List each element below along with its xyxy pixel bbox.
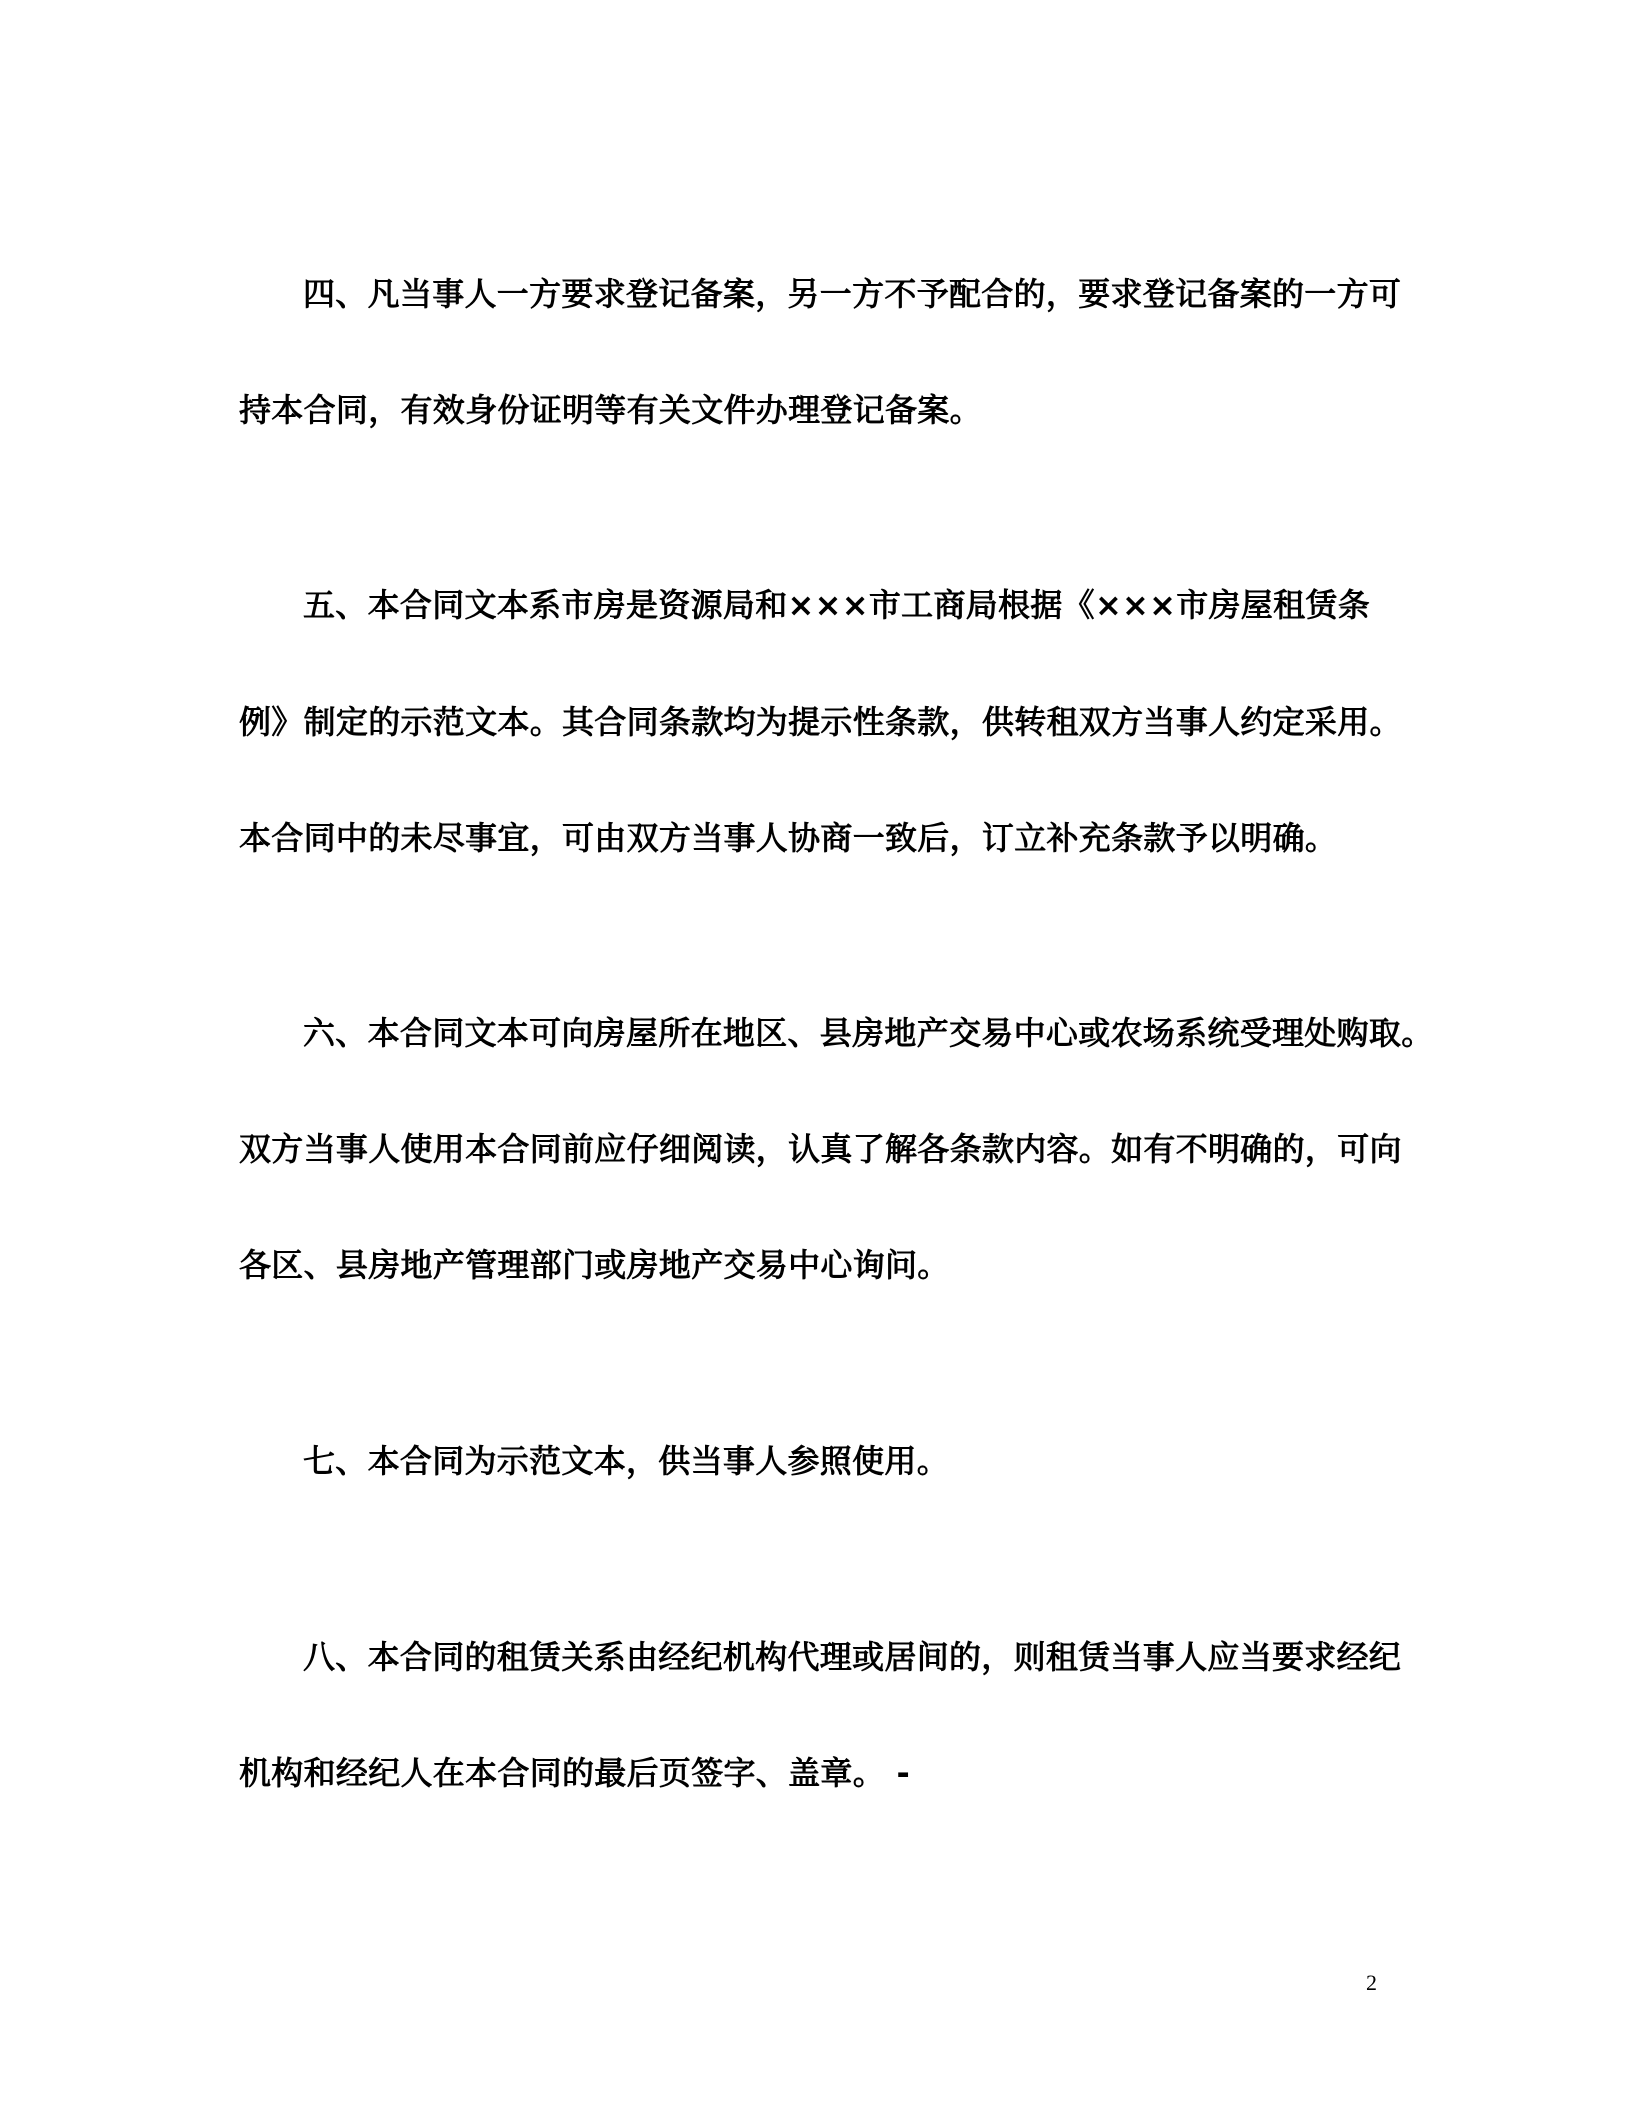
paragraph-6-line-3: 各区、县房地产管理部门或房地产交易中心询问。 [239,1246,950,1284]
paragraph-6-line-1: 六、本合同文本可向房屋所在地区、县房地产交易中心或农场系统受理处购取。 [303,1014,1434,1052]
paragraph-6-line-2: 双方当事人使用本合同前应仔细阅读，认真了解各条款内容。如有不明确的，可向 [239,1130,1402,1168]
paragraph-7-line-1: 七、本合同为示范文本，供当事人参照使用。 [303,1442,950,1480]
paragraph-5-line-1: 五、本合同文本系市房是资源局和×××市工商局根据《×××市房屋租赁条 [303,586,1371,624]
paragraph-8-line-1: 八、本合同的租赁关系由经纪机构代理或居间的，则租赁当事人应当要求经纪 [303,1638,1402,1676]
paragraph-4-line-1: 四、凡当事人一方要求登记备案，另一方不予配合的，要求登记备案的一方可 [303,275,1402,313]
page-number: 2 [1366,1970,1377,1995]
paragraph-4-line-2: 持本合同，有效身份证明等有关文件办理登记备案。 [239,391,982,429]
paragraph-5-line-2: 例》制定的示范文本。其合同条款均为提示性条款，供转租双方当事人约定采用。 [239,703,1402,741]
paragraph-5-line-3: 本合同中的未尽事宜，可由双方当事人协商一致后，订立补充条款予以明确。 [239,819,1338,857]
paragraph-8-line-2: 机构和经纪人在本合同的最后页签字、盖章。 - [239,1754,911,1792]
